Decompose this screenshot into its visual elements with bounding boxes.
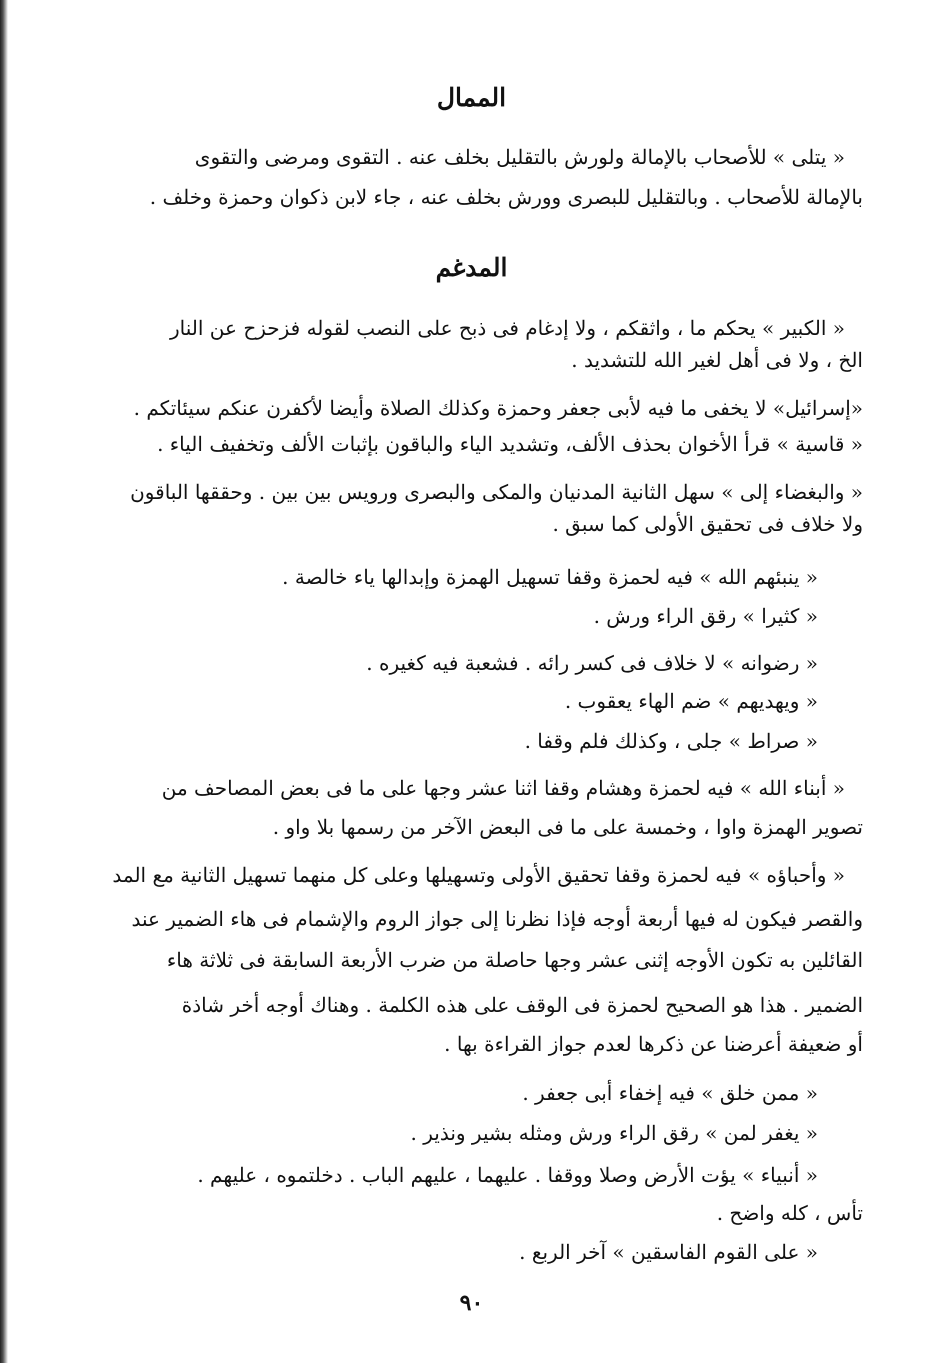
text-line: الضمير . هذا هو الصحيح لحمزة فى الوقف على هذه الكلمة . وهناك أوجه أخر شاذة xyxy=(181,993,863,1017)
text-line: « أنبياء » يؤت الأرض وصلا ووقفا . عليهما ، عليهم الباب . دخلتموه ، عليهم . xyxy=(197,1163,818,1187)
text-line: الخ ، ولا فى أهل لغير الله للتشديد . xyxy=(571,348,863,372)
text-line: أو ضعيفة أعرضنا عن ذكرها لعدم جواز القراءة بها . xyxy=(444,1032,863,1056)
text-line: «إسرائيل» لا يخفى ما فيه لأبى جعفر وحمزة وكذلك الصلاة وأيضا لأكفرن عنكم سيئاتكم . xyxy=(133,396,863,420)
section-heading-mumal: الممال xyxy=(436,83,507,112)
text-line: « ويهديهم » ضم الهاء يعقوب . xyxy=(564,689,818,713)
text-line: بالإمالة للأصحاب . وبالتقليل للبصرى وورش بخلف عنه ، جاء لابن ذكوان وحمزة وخلف . xyxy=(149,185,863,209)
text-line: « أبناء الله » فيه لحمزة وهشام وقفا اثنا عشر وجها على ما فى بعض المصاحف من xyxy=(161,776,845,800)
page-number: ٩٠ xyxy=(459,1290,484,1316)
text-line: تأس ، كله واضح . xyxy=(716,1201,863,1225)
text-line: تصوير الهمزة واوا ، وخمسة على ما فى البعض الآخر من رسمها بلا واو . xyxy=(272,815,863,839)
text-line: « يتلى » للأصحاب بالإمالة ولورش بالتقليل بخلف عنه . التقوى ومرضى والتقوى xyxy=(194,145,845,169)
text-line: « صراط » جلى ، وكذلك فلم وقفا . xyxy=(524,729,818,753)
text-line: « على القوم الفاسقين » آخر الربع . xyxy=(519,1240,818,1264)
text-line: « الكبير » يحكم ما ، واثقكم ، ولا إدغام فى ذبح على النصب لقوله فزحزح عن النار xyxy=(170,316,845,340)
text-line: « ينبئهم الله » فيه لحمزة وقفا تسهيل الهمزة وإبدالها ياء خالصة . xyxy=(282,565,818,589)
text-line: « كثيرا » رقق الراء ورش . xyxy=(593,604,818,628)
text-line: والقصر فيكون له فيها أربعة أوجه فإذا نظرنا إلى جواز الروم والإشمام فى هاء الضمير عند xyxy=(131,907,863,931)
text-line: القائلين به تكون الأوجه إثنى عشر وجها حاصلة من ضرب الأربعة السابقة فى ثلاثة هاء xyxy=(166,948,863,972)
text-line: « والبغضاء إلى » سهل الثانية المدنيان والمكى والبصرى ورويس بين بين . وحققها الباقون xyxy=(130,480,863,504)
text-line: « قاسية » قرأ الأخوان بحذف الألف، وتشديد الياء والباقون بإثبات الألف وتخفيف الياء . xyxy=(157,432,863,456)
text-line: « يغفر لمن » رقق الراء ورش ومثله بشير ونذير . xyxy=(410,1121,818,1145)
section-heading-mudgham: المدغم xyxy=(435,253,508,282)
text-line: « وأحباؤه » فيه لحمزة وقفا تحقيق الأولى وتسهيلها وعلى كل منهما تسهيل الثانية مع المد xyxy=(112,863,845,887)
text-line: « رضوانه » لا خلاف فى كسر رائه . فشعبة فيه كغيره . xyxy=(366,651,818,675)
text-line: « ممن خلق » فيه إخفاء أبى جعفر . xyxy=(522,1081,818,1105)
text-line: ولا خلاف فى تحقيق الأولى كما سبق . xyxy=(552,512,863,536)
